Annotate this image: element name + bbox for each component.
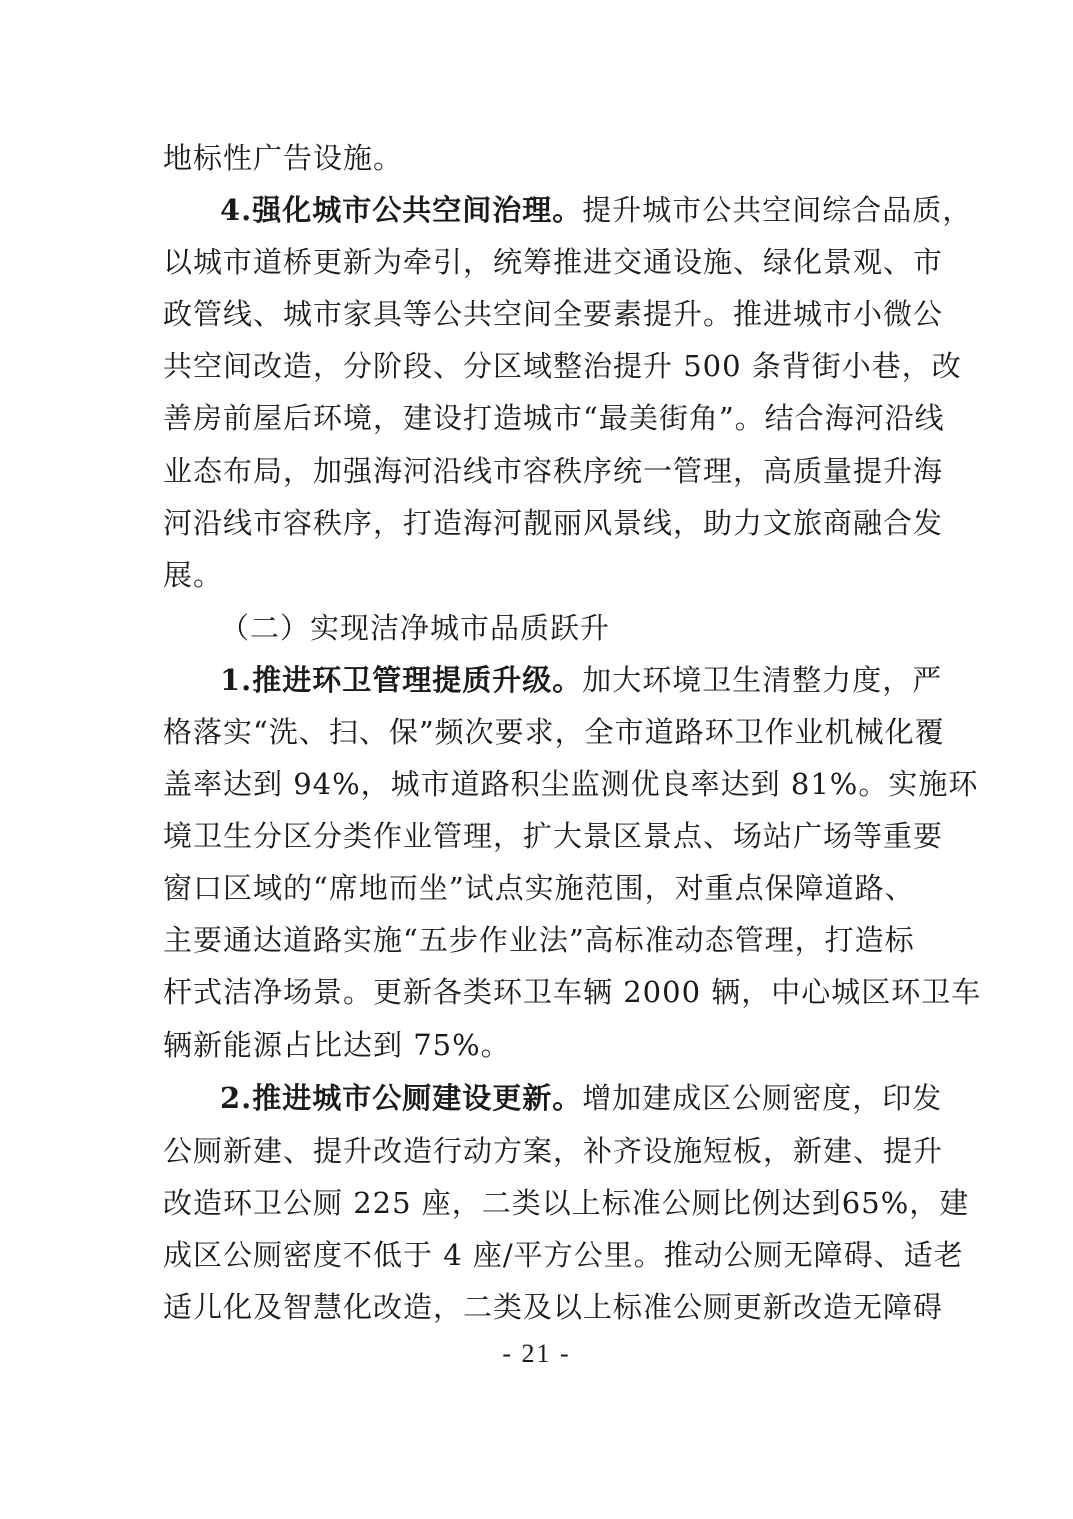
text-segment: （二）实现洁净城市品质跃升	[220, 611, 611, 645]
section-heading-1: 1.推进环卫管理提质升级。	[220, 663, 583, 697]
text-line	[220, 190, 973, 230]
text-segment: 共空间改造，分阶段、分区域整治提升 500 条背街小巷，改	[163, 349, 962, 383]
text-line	[220, 660, 943, 700]
text-line	[163, 1025, 911, 1065]
text-line	[220, 1078, 943, 1118]
text-line	[163, 451, 944, 491]
text-segment: 公厕新建、提升改造行动方案，补齐设施短板，新建、提升	[163, 1134, 944, 1168]
text-line	[163, 920, 915, 960]
text-line	[163, 346, 962, 386]
text-segment: 境卫生分区分类作业管理，扩大景区景点、场站广场等重要	[163, 819, 944, 853]
text-segment: 成区公厕密度不低于 4 座/平方公里。推动公厕无障碍、适老	[163, 1238, 964, 1272]
text-line	[163, 1287, 944, 1327]
page-number: - 21 -	[502, 1339, 571, 1368]
text-segment: 杆式洁净场景。更新各类环卫车辆 2000 辆，中心城区环卫车	[163, 975, 982, 1009]
text-line	[163, 1131, 944, 1171]
text-line	[163, 764, 979, 804]
text-segment: 以城市道桥更新为牵引，统筹推进交通设施、绿化景观、市	[163, 245, 944, 279]
text-line	[163, 868, 915, 908]
text-segment: 改造环卫公厕 225 座，二类以上标准公厕比例达到65%，建	[163, 1186, 970, 1220]
text-line	[163, 712, 945, 752]
text-segment: 展。	[163, 558, 224, 592]
subsection-heading	[220, 608, 968, 648]
text-segment: 业态布局，加强海河沿线市容秩序统一管理，高质量提升海	[163, 454, 944, 488]
text-line	[163, 242, 944, 282]
text-segment: 格落实“洗、扫、保”频次要求，全市道路环卫作业机械化覆	[163, 715, 945, 749]
text-segment: 辆新能源占比达到 75%。	[163, 1028, 511, 1062]
text-line	[163, 555, 911, 595]
section-heading-4: 4.强化城市公共空间治理。	[220, 193, 583, 227]
text-line	[163, 503, 944, 543]
text-segment: 加大环境卫生清整力度，严	[582, 663, 943, 697]
text-segment: 地标性广告设施。	[163, 141, 404, 175]
text-line	[163, 294, 944, 334]
text-segment: 河沿线市容秩序，打造海河靓丽风景线，助力文旅商融合发	[163, 506, 944, 540]
text-segment: 提升城市公共空间综合品质，	[582, 193, 973, 227]
text-segment: 主要通达道路实施“五步作业法”高标准动态管理，打造标	[163, 923, 915, 957]
text-line	[163, 138, 911, 178]
text-segment: 盖率达到 94%，城市道路积尘监测优良率达到 81%。实施环	[163, 767, 979, 801]
text-segment: 窗口区域的“席地而坐”试点实施范围，对重点保障道路、	[163, 871, 915, 905]
text-segment: 增加建成区公厕密度，印发	[582, 1081, 943, 1115]
text-segment: 政管线、城市家具等公共空间全要素提升。推进城市小微公	[163, 297, 944, 331]
text-line	[163, 972, 982, 1012]
text-segment: 善房前屋后环境，建设打造城市“最美街角”。结合海河沿线	[163, 401, 945, 435]
text-line	[163, 398, 945, 438]
section-heading-2: 2.推进城市公厕建设更新。	[220, 1081, 583, 1115]
text-line	[163, 816, 944, 856]
text-line	[163, 1183, 970, 1223]
text-segment: 适儿化及智慧化改造，二类及以上标准公厕更新改造无障碍	[163, 1290, 944, 1324]
text-line	[163, 1235, 964, 1275]
